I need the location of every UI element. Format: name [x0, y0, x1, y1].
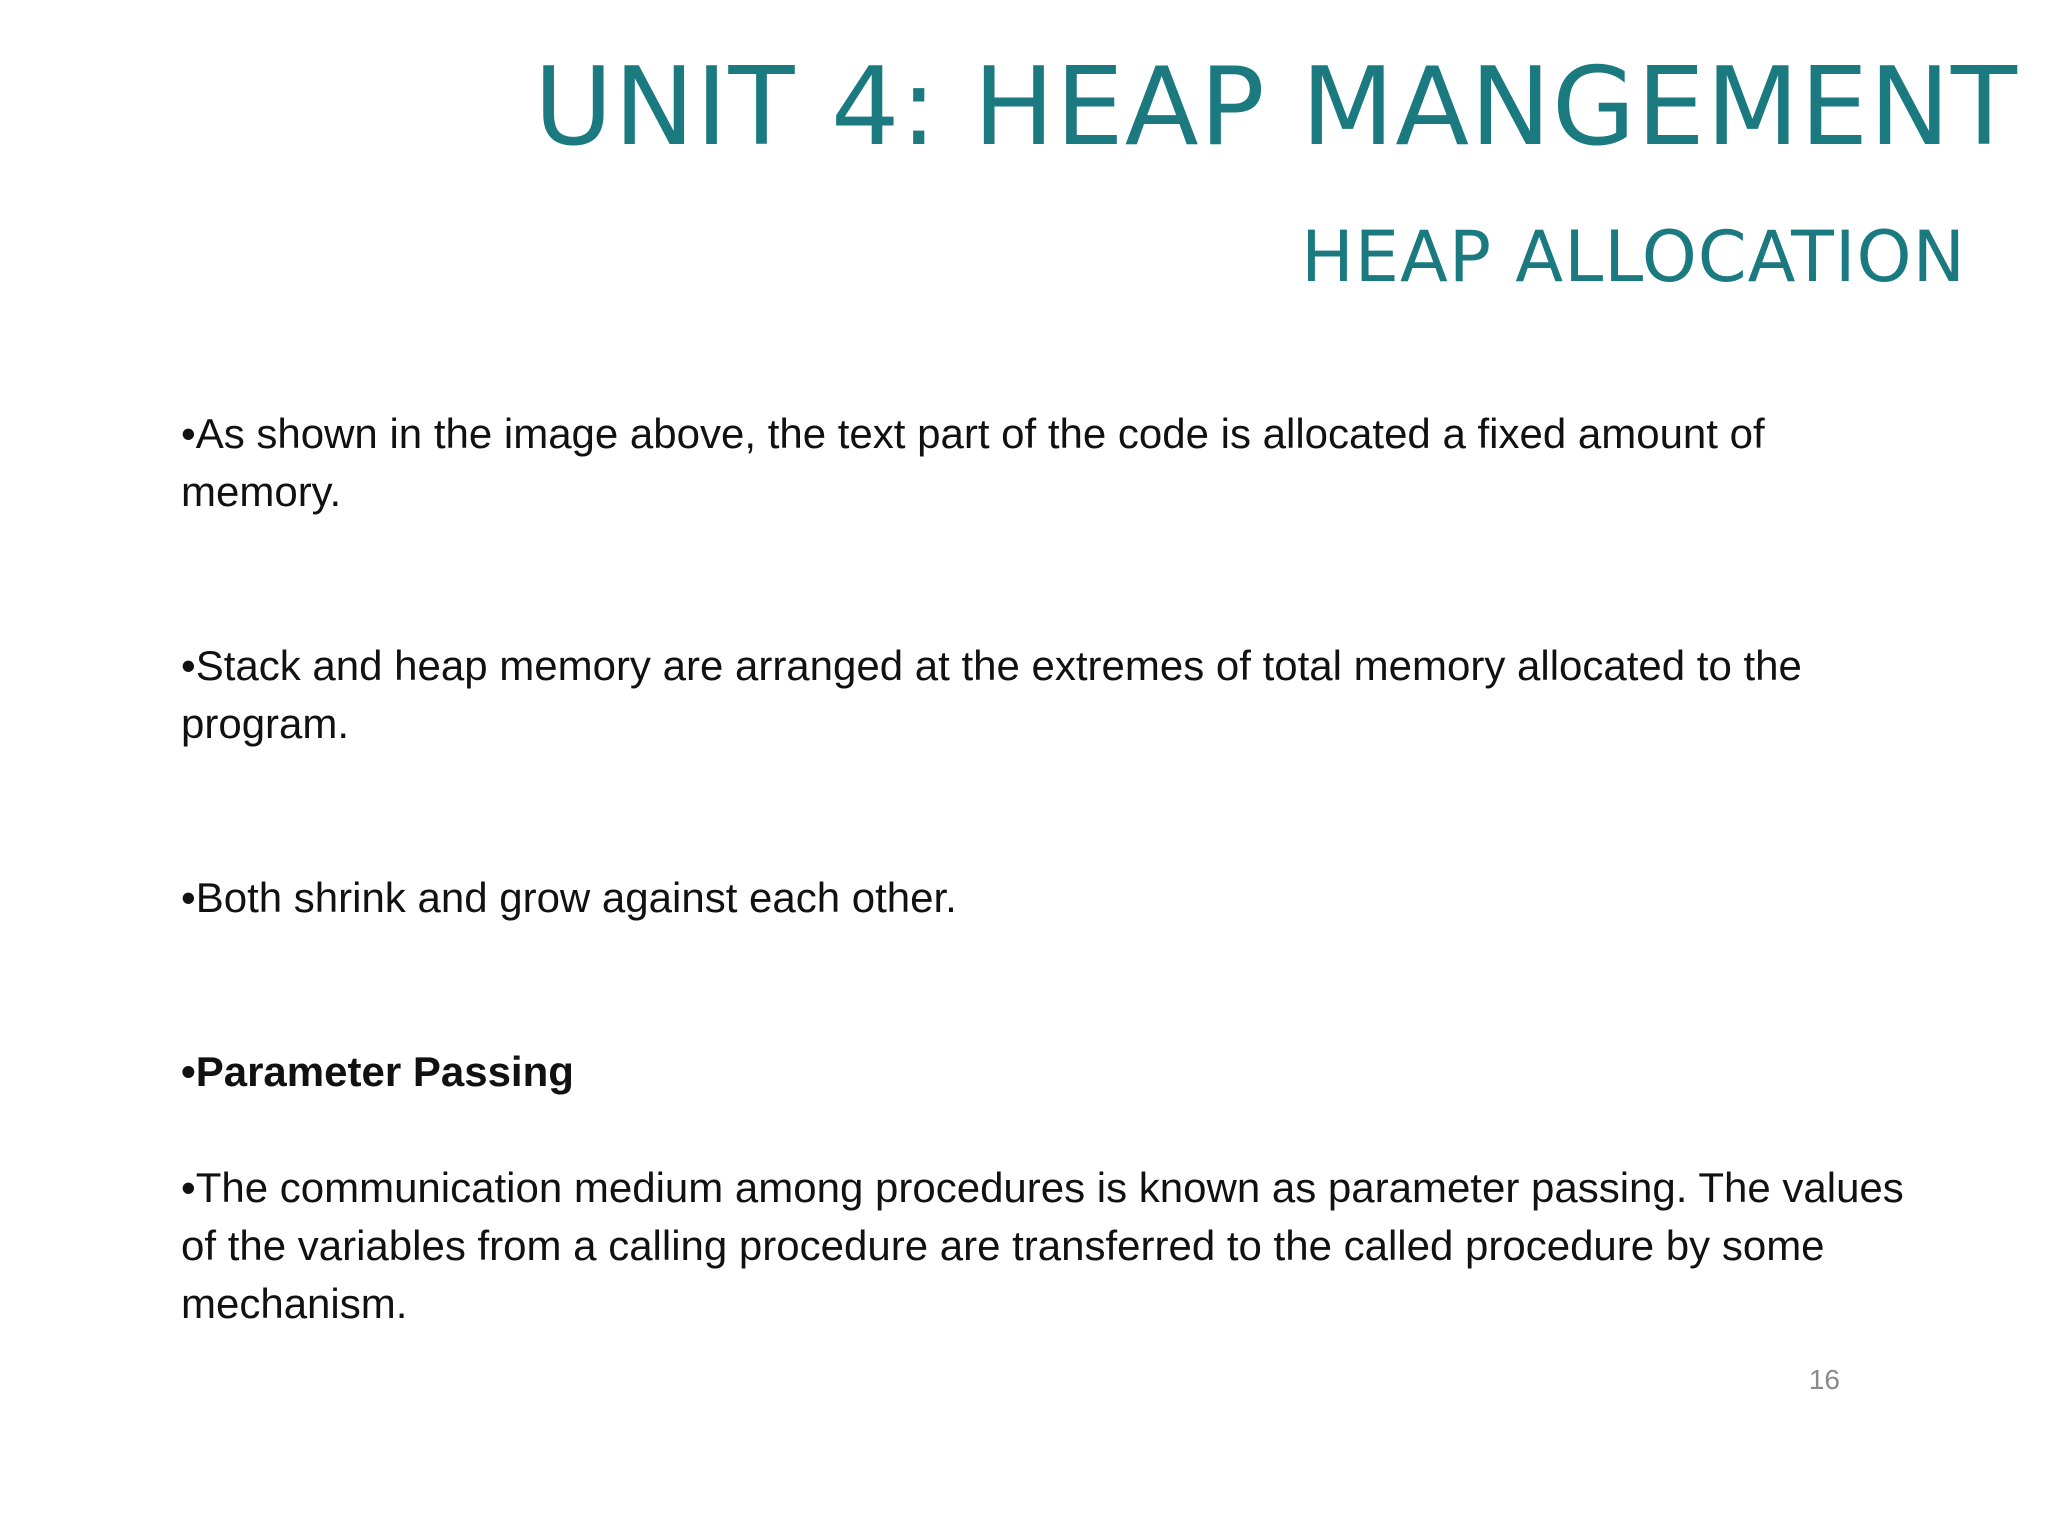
bullet-item: •Both shrink and grow against each other. [181, 874, 957, 921]
bullet-item: •As shown in the image above, the text part of the code is allocated a fixed amount of memory. [181, 410, 1765, 515]
bullet-item: •The communication medium among procedures is known as parameter passing. The values of the variables from a calling procedure are transferred to the called procedure by some mechanism. [181, 1164, 1904, 1327]
slide-subtitle: HEAP ALLOCATION [1301, 216, 1966, 298]
slide-title: UNIT 4: HEAP MANGEMENT [533, 45, 2018, 170]
page-number: 16 [1808, 1364, 1840, 1395]
bullet-heading-parameter-passing: •Parameter Passing [181, 1048, 574, 1095]
bullet-list [181, 405, 1911, 1333]
bullet-item: •Stack and heap memory are arranged at the extremes of total memory allocated to the program. [181, 642, 1802, 747]
